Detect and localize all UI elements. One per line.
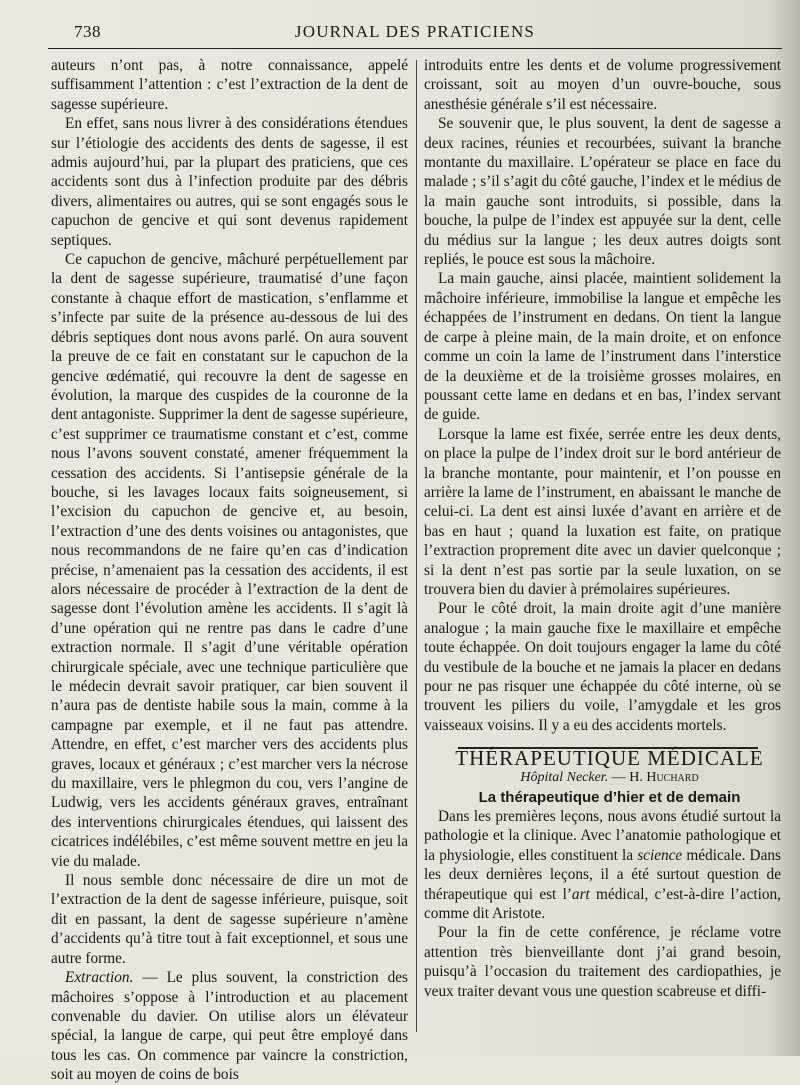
left-column [51,56,408,1085]
extraction-heading: Extraction. [65,969,134,987]
paragraph: Pour la fin de cette conférence, je réclame votre attention très bienveillante dont j’ai grand besoin, puisqu’à l’occasion du traitement des cardiopathies, je veux traiter devant vous une question scabreuse et diffi- [424,924,781,1000]
page-header [48,18,782,49]
byline-author: Huchard [646,770,699,786]
paragraph: Se souvenir que, le plus souvent, la dent de sagesse a deux racines, réunies et recourbées, suivant la branche montante du maxillaire. L’opérateur se place en face du malade ; s’il s’agit du côté gauche, l’index et le médius de la main gauche sont introduits, si possible, dans la bouche, la pulpe de l’index est appuyée sur la dent, celle du médius sur la langue ; les deux autres doigts sont repliés, le pouce est sous la mâchoire. [424,115,781,269]
paragraph-text: Dans les premières leçons, nous avons étudié surtout la pathologie et la clinique. Avec l’anatomie pathologique et la physiologie, elles constituent la [424,807,781,864]
paragraph: Pour le côté droit, la main droite agit d’une manière analogue ; la main gauche fixe le maxillaire et empêche toute échappée. On doit toujours engager la lame du côté du vestibule de la bouche et ne jamais la placer en dedans pour ne pas risquer une échappée du côté interne, où se trouvent les piliers du voile, l’amygdale et les gros vaisseaux voisins. Il y a eu des accidents mortels. [424,600,781,734]
paragraph: Il nous semble donc nécessaire de dire un mot de l’extraction de la dent de sagesse inférieure, puisque, soit dit en passant, la dent de sagesse supérieure n’amène d’accidents qu’à titre tout à fait exceptionnel, et sous une autre forme. [51,872,408,967]
byline [424,768,781,787]
paragraph: introduits entre les dents et de volume progressivement croissant, soit au moyen d’un ouvre-bouche, sous anesthésie générale s’il est nécessaire. [424,57,781,113]
running-title: JOURNAL DES PRATICIENS [294,22,536,41]
section-title: THÉRAPEUTIQUE MÉDICALE [455,745,764,770]
paragraph-text: médicale. Dans les deux dernières leçons, il a été surtout question de thérapeutique qui est l’ [424,846,781,903]
paragraph-extraction [51,968,408,1084]
emphasis-art: art [571,885,590,903]
paragraph-text: médical, c’est-à-dire l’action, comme dit Aristote. [424,885,781,922]
byline-separator: — H. [608,770,647,786]
paragraph: auteurs n’ont pas, à notre connaissance, appelé suffisamment l’attention : c’est l’extraction de la dent de sagesse supérieure. [51,57,408,113]
page-number: 738 [74,22,101,41]
paragraph: En effet, sans nous livrer à des considérations étendues sur l’étiologie des accidents des dents de sagesse, il est admis aujourd’hui, par la plupart des praticiens, que ces accidents sont dus à l’infection produite par des débris divers, alimentaires ou autres, qui se sont engagés sous le capuchon de gencive et qui sont devenus rapidement septiques. [51,115,408,249]
paragraph [424,807,781,923]
byline-place: Hôpital Necker. [520,770,609,786]
emphasis-science: science [637,846,683,864]
paragraph-text: — Le plus souvent, la constriction des mâchoires s’oppose à l’introduction et au placement convenable du davier. On utilise alors un élévateur spécial, la langue de carpe, qui peut être employé dans tous les cas. On commence par vaincre la constriction, soit au moyen de coins de bois [51,969,408,1084]
paragraph: Ce capuchon de gencive, mâchuré perpétuellement par la dent de sagesse supérieure, traumatisé d’une façon constante à chaque effort de mastication, s’enflamme et s’infecte par suite de la présence au-dessous de lui des débris septiques dont nous avons parlé. On aura souvent la preuve de ce fait en constatant sur le capuchon de la gencive œdématié, qui recouvre la dent de sagesse en évolution, la marque des cuspides de la couronne de la dent antagoniste. Supprimer la dent de sagesse supérieure, c’est supprimer ce traumatisme constant et c’est, comme nous l’avons souvent constaté, amener fréquemment la cessation des accidents. Si l’antisepsie générale de la bouche, si les lavages locaux faits soigneusement, si l’excision du capuchon de gencive et, au besoin, l’extraction d’une des dents voisines ou antagonistes, que nous recommandons de ne faire qu’en cas d’indication précise, n’amenaient pas la cessation des accidents, il est alors nécessaire de procéder à l’extraction de la dent de sagesse dont l’évolution amène les accidents. Il s’agit là d’une opération qui ne rentre pas dans le cadre d’une extraction normale. Il s’agit d’une véritable opération chirurgicale spéciale, avec une technique particulière que le médecin devrait savoir pratiquer, car bien souvent il n’aura pas de dentiste habile sous la main, comme à la campagne par exemple, et il ne faut pas attendre. Attendre, en effet, c’est marcher vers des accidents plus graves, locaux et généraux ; c’est marcher vers la nécrose du maxillaire, vers le phlegmon du cou, vers l’angine de Ludwig, vers les accidents généraux graves, entraînant des interventions chirurgicales étendues, qui laissent des cicatrices indélébiles, c’est même souvent mettre en jeu la vie du malade. [51,251,408,870]
paragraph: La main gauche, ainsi placée, maintient solidement la mâchoire inférieure, immobilise la langue et empêche les échappées de l’instrument en dedans. On tient la langue de carpe à pleine main, de la main droite, et on enfonce comme un coin la lame de l’instrument dans l’interstice de la deuxième et de la troisième grosses molaires, en poussant cette lame en dedans et en bas, l’index servant de guide. [424,270,781,424]
lecture-title: La thérapeutique d’hier et de demain [478,788,741,806]
paragraph: Lorsque la lame est fixée, serrée entre les deux dents, on place la pulpe de l’index droit sur le bord antérieur de la branche montante, pour maintenir, et l’on pousse en arrière la lame de l’instrument, en abaissant le manche de celui-ci. La dent est ainsi luxée d’avant en arrière et de bas en haut ; quand la luxation est faite, on pratique l’extraction proprement dite avec un davier quelconque ; si la dent n’est pas sortie par la seule luxation, on se trouvera bien du davier à prémolaires supérieures. [424,425,781,598]
column-divider [416,60,417,1032]
right-column [424,56,781,1001]
